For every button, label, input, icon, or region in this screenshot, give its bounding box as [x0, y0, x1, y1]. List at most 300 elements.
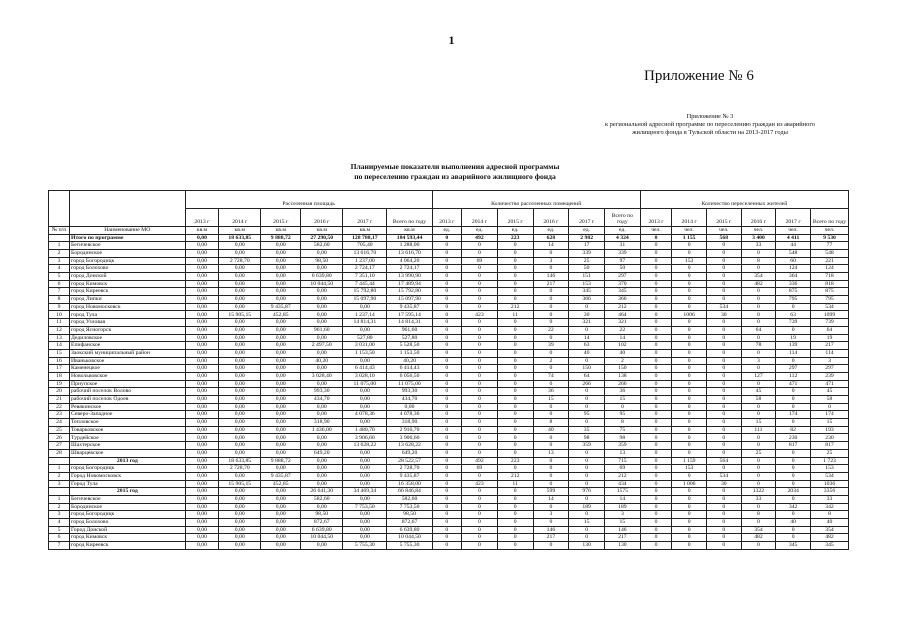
value-cell: 0,00	[301, 411, 343, 419]
table-row	[49, 465, 849, 473]
value-cell: 45	[810, 388, 848, 396]
municipality-name-cell: Каменецкое	[70, 365, 186, 373]
value-cell: 0	[741, 249, 776, 257]
value-cell: 0,00	[301, 365, 343, 373]
value-cell: 0	[706, 465, 741, 473]
value-cell: 0,00	[185, 465, 219, 473]
value-cell: 0	[640, 411, 672, 419]
value-cell: 0	[533, 519, 569, 527]
municipality-name-cell: Заокский муниципальный район	[70, 349, 186, 357]
value-cell: 0	[706, 257, 741, 265]
municipality-name-cell: город Киреевск	[70, 288, 186, 296]
value-cell: 0	[432, 403, 461, 411]
value-cell: 8	[605, 419, 641, 427]
value-cell: 2 728,70	[219, 257, 261, 265]
value-cell: 0,00	[185, 349, 219, 357]
value-cell: 0,00	[261, 380, 301, 388]
value-cell: 0	[432, 326, 461, 334]
value-cell: 0,00	[301, 434, 343, 442]
value-cell: 0	[533, 311, 569, 319]
value-cell: 297	[810, 365, 848, 373]
value-cell: 22	[605, 326, 641, 334]
value-cell: 370	[605, 280, 641, 288]
value-cell: 2 728,70	[387, 465, 432, 473]
value-cell: 366	[605, 296, 641, 304]
value-cell: 0,00	[301, 319, 343, 327]
table-row	[49, 242, 849, 250]
value-cell: 0,00	[343, 495, 387, 503]
value-cell: 0	[741, 503, 776, 511]
value-cell: 1036	[810, 480, 848, 488]
value-cell: 818	[810, 280, 848, 288]
value-cell: 705,40	[343, 242, 387, 250]
row-number-cell: 3	[49, 257, 70, 265]
value-cell: 11	[497, 311, 533, 319]
value-cell: 0,00	[185, 326, 219, 334]
value-cell: 0	[706, 319, 741, 327]
value-cell: 0	[533, 349, 569, 357]
value-cell: 0,00	[261, 273, 301, 281]
value-cell: 217	[810, 342, 848, 350]
value-cell: 0,00	[261, 357, 301, 365]
value-cell: 0	[432, 396, 461, 404]
value-cell: 0	[462, 296, 498, 304]
value-cell: 0,00	[219, 380, 261, 388]
value-cell: 0,00	[185, 434, 219, 442]
municipality-name-cell: Епифанское	[70, 342, 186, 350]
value-cell: 0,00	[219, 426, 261, 434]
municipality-name-cell: Город Донской	[70, 526, 186, 534]
value-cell: 423	[462, 311, 498, 319]
value-cell: 0,00	[219, 319, 261, 327]
value-cell: 0	[432, 265, 461, 273]
value-cell: 230	[776, 434, 811, 442]
value-cell: 0	[776, 388, 811, 396]
value-cell: 17	[569, 242, 605, 250]
row-number-cell: 12	[49, 326, 70, 334]
value-cell: 58	[810, 396, 848, 404]
value-cell: 0	[706, 396, 741, 404]
value-cell: 4 078,36	[387, 411, 432, 419]
value-cell: 0	[776, 465, 811, 473]
value-cell: 0	[569, 419, 605, 427]
table-row	[49, 326, 849, 334]
value-cell: 0	[706, 503, 741, 511]
value-cell: 0	[640, 480, 672, 488]
value-cell: 17 595,14	[387, 311, 432, 319]
value-cell: 452,85	[261, 480, 301, 488]
table-row	[49, 449, 849, 457]
value-cell: 0	[706, 449, 741, 457]
value-cell: 0	[640, 457, 672, 465]
value-cell: 0	[640, 334, 672, 342]
value-cell: 15 905,15	[219, 480, 261, 488]
value-cell: 16 358,00	[387, 480, 432, 488]
value-cell: 40	[605, 349, 641, 357]
value-cell: 0	[706, 326, 741, 334]
value-cell: 0	[432, 419, 461, 427]
municipality-name-cell: Приупское	[70, 380, 186, 388]
year-header: 2017 г	[776, 209, 811, 227]
value-cell: 0,00	[219, 342, 261, 350]
table-row	[49, 472, 849, 480]
value-cell: 0,00	[261, 519, 301, 527]
value-cell: 6 639,80	[301, 273, 343, 281]
value-cell: 189	[605, 503, 641, 511]
value-cell: 527,80	[387, 334, 432, 342]
value-cell: 0	[497, 334, 533, 342]
value-cell: 1 723	[810, 457, 848, 465]
value-cell: 0,00	[185, 303, 219, 311]
value-cell: 0	[706, 488, 741, 496]
value-cell: 0	[497, 534, 533, 542]
value-cell: 872,67	[387, 519, 432, 527]
value-cell: 0,00	[219, 303, 261, 311]
value-cell: 18 633,85	[219, 234, 261, 242]
value-cell: 14	[533, 495, 569, 503]
value-cell: 14 814,31	[387, 319, 432, 327]
value-cell: 60	[776, 257, 811, 265]
municipality-name-cell: город Тула	[70, 311, 186, 319]
value-cell: 0	[533, 403, 569, 411]
value-cell: 15 792,80	[343, 288, 387, 296]
value-cell: 0,00	[219, 419, 261, 427]
value-cell: 0,00	[185, 334, 219, 342]
value-cell: 0	[533, 503, 569, 511]
value-cell: 0,00	[261, 403, 301, 411]
value-cell: 146	[605, 526, 641, 534]
value-cell: 0	[741, 265, 776, 273]
group-area-header: Расселенная площадь	[185, 191, 432, 209]
value-cell: 0	[640, 319, 672, 327]
value-cell: 0	[706, 519, 741, 527]
table-row	[49, 534, 849, 542]
value-cell: 7 351,10	[343, 273, 387, 281]
title-line: Планируемые показатели выполнения адресной программы	[350, 162, 560, 171]
unit-label: ед.	[605, 227, 641, 235]
value-cell: 0	[706, 426, 741, 434]
value-cell: 0	[462, 349, 498, 357]
value-cell: 9 435,87	[387, 303, 432, 311]
value-cell: 9 435,87	[387, 472, 432, 480]
value-cell: 28 522,57	[387, 457, 432, 465]
value-cell: 0,00	[261, 280, 301, 288]
value-cell: 434,70	[301, 396, 343, 404]
value-cell: 0,00	[301, 442, 343, 450]
value-cell: 0	[432, 388, 461, 396]
value-cell: 0	[533, 380, 569, 388]
unit-label: чел.	[706, 227, 741, 235]
value-cell: 9 435,87	[261, 303, 301, 311]
col-num-label: № п/п	[49, 227, 70, 235]
municipality-name-cell: рабочий поселок Одоев	[70, 396, 186, 404]
value-cell: 0	[640, 349, 672, 357]
value-cell: 0	[640, 419, 672, 427]
value-cell: 4 064,20	[387, 257, 432, 265]
table-row	[49, 434, 849, 442]
value-cell: 0	[672, 396, 707, 404]
value-cell: 0	[640, 257, 672, 265]
value-cell: 0	[432, 234, 461, 242]
table-row	[49, 349, 849, 357]
value-cell: 0	[497, 426, 533, 434]
municipality-name-cell: Ревякинское	[70, 403, 186, 411]
value-cell: 0,00	[185, 396, 219, 404]
value-cell: 0	[432, 296, 461, 304]
value-cell: 3 028,40	[301, 372, 343, 380]
table-body	[49, 234, 849, 549]
value-cell: 0	[533, 411, 569, 419]
value-cell: 0	[533, 434, 569, 442]
value-cell: 6 414,43	[343, 365, 387, 373]
value-cell: 0,00	[185, 411, 219, 419]
value-cell: 0	[462, 334, 498, 342]
value-cell: 0,00	[185, 457, 219, 465]
value-cell: 0	[672, 495, 707, 503]
municipality-name-cell: город Болохово	[70, 265, 186, 273]
value-cell: 0	[776, 357, 811, 365]
row-number-cell: 3	[49, 480, 70, 488]
municipality-name-cell: город Донской	[70, 273, 186, 281]
value-cell: 13 628,22	[343, 442, 387, 450]
value-cell: 0,00	[301, 465, 343, 473]
value-cell: 0	[569, 303, 605, 311]
value-cell: 0,00	[261, 388, 301, 396]
value-cell: 482	[741, 280, 776, 288]
value-cell: 128 780,17	[343, 234, 387, 242]
value-cell: 17 489,94	[387, 280, 432, 288]
value-cell: 0	[497, 488, 533, 496]
value-cell: 0,00	[185, 472, 219, 480]
value-cell: 13	[605, 449, 641, 457]
value-cell: 11 075,00	[387, 380, 432, 388]
value-cell: 582,60	[301, 495, 343, 503]
table-row	[49, 357, 849, 365]
value-cell: 452,85	[261, 311, 301, 319]
value-cell: 0	[706, 349, 741, 357]
value-cell: 239	[810, 372, 848, 380]
value-cell: 153	[569, 280, 605, 288]
value-cell: 0	[672, 242, 707, 250]
value-cell: 0	[672, 334, 707, 342]
value-cell: 0	[672, 349, 707, 357]
value-cell: 3 906,60	[343, 434, 387, 442]
title-line: по переселению граждан из аварийного жилищного фонда	[354, 172, 556, 181]
value-cell: 0	[497, 542, 533, 550]
value-cell: 0	[706, 403, 741, 411]
value-cell: 0,00	[261, 442, 301, 450]
total-header: Всего по году	[810, 209, 848, 227]
value-cell: 795	[810, 296, 848, 304]
value-cell: 0	[533, 249, 569, 257]
municipality-name-cell: 2013 год	[70, 457, 186, 465]
municipality-name-cell: Бородинское	[70, 503, 186, 511]
table-row	[49, 273, 849, 281]
value-cell: 217	[533, 280, 569, 288]
value-cell: 0	[432, 334, 461, 342]
col-name-header	[70, 191, 186, 227]
value-cell: 0	[432, 511, 461, 519]
value-cell: 0	[497, 326, 533, 334]
value-cell: 0,00	[301, 503, 343, 511]
group-people-header: Количество переселенных жителей	[640, 191, 848, 209]
unit-label: кв.м	[219, 227, 261, 235]
value-cell: 15	[569, 519, 605, 527]
value-cell: 9 435,87	[261, 472, 301, 480]
value-cell: 0	[432, 288, 461, 296]
value-cell: 3	[810, 357, 848, 365]
value-cell: 69	[462, 465, 498, 473]
value-cell: 0,00	[185, 273, 219, 281]
value-cell: 98,50	[301, 257, 343, 265]
table-row	[49, 526, 849, 534]
value-cell: 30	[706, 311, 741, 319]
value-cell: 739	[776, 319, 811, 327]
value-cell: 0	[776, 403, 811, 411]
value-cell: 0,00	[185, 265, 219, 273]
value-cell: 40	[569, 349, 605, 357]
value-cell: 0,00	[343, 480, 387, 488]
value-cell: 359	[569, 442, 605, 450]
year-header: 2017 г	[343, 209, 387, 227]
value-cell: 66 846,84	[387, 488, 432, 496]
value-cell: 339	[605, 249, 641, 257]
value-cell: 0,00	[185, 519, 219, 527]
value-cell: 0,00	[343, 511, 387, 519]
municipality-name-cell: Тепловское	[70, 419, 186, 427]
value-cell: 0,00	[185, 511, 219, 519]
value-cell: 354	[741, 526, 776, 534]
value-cell: 342	[810, 503, 848, 511]
value-cell: 0,00	[185, 365, 219, 373]
value-cell: 0,00	[219, 495, 261, 503]
year-header: 2015 г	[497, 209, 533, 227]
value-cell: 0	[497, 449, 533, 457]
value-cell: 0,00	[219, 349, 261, 357]
table-row	[49, 288, 849, 296]
year-header: 2014 г	[462, 209, 498, 227]
value-cell: 339	[569, 249, 605, 257]
value-cell: 0,00	[301, 303, 343, 311]
value-cell: 0	[497, 242, 533, 250]
value-cell: 0	[741, 303, 776, 311]
value-cell: 64	[741, 326, 776, 334]
value-cell: 217	[605, 534, 641, 542]
value-cell: 0	[432, 273, 461, 281]
value-cell: 354	[810, 526, 848, 534]
value-cell: 0	[640, 403, 672, 411]
value-cell: 0,00	[261, 342, 301, 350]
value-cell: 875	[810, 288, 848, 296]
value-cell: 0	[432, 480, 461, 488]
value-cell: 0,00	[261, 534, 301, 542]
value-cell: 0	[432, 411, 461, 419]
value-cell: 2 728,70	[219, 465, 261, 473]
value-cell: 0	[569, 357, 605, 365]
value-cell: 0	[432, 303, 461, 311]
municipality-name-cell: город Богородицк	[70, 465, 186, 473]
value-cell: 0	[497, 442, 533, 450]
value-cell: 0	[706, 419, 741, 427]
unit-label: чел.	[672, 227, 707, 235]
value-cell: 0	[462, 503, 498, 511]
value-cell: 102	[605, 342, 641, 350]
value-cell: 74	[533, 372, 569, 380]
value-cell: 174	[810, 411, 848, 419]
value-cell: 0,00	[219, 449, 261, 457]
value-cell: 4 078,36	[343, 411, 387, 419]
table-row	[49, 365, 849, 373]
value-cell: 212	[605, 472, 641, 480]
value-cell: 534	[810, 303, 848, 311]
value-cell: 0	[776, 326, 811, 334]
value-cell: 0,00	[219, 534, 261, 542]
row-number-cell: 11	[49, 319, 70, 327]
value-cell: 0	[462, 288, 498, 296]
row-number-cell: 1	[49, 465, 70, 473]
value-cell: 321	[605, 319, 641, 327]
value-cell: 0	[497, 495, 533, 503]
value-cell: 223	[497, 234, 533, 242]
table-row	[49, 257, 849, 265]
value-cell: 0,00	[301, 457, 343, 465]
col-num-header	[49, 191, 70, 227]
value-cell: 0	[462, 357, 498, 365]
value-cell: 212	[497, 303, 533, 311]
value-cell: 464	[605, 311, 641, 319]
value-cell: 0	[462, 411, 498, 419]
year-header: 2013 г	[185, 209, 219, 227]
unit-label: ед.	[432, 227, 461, 235]
value-cell: 0	[672, 380, 707, 388]
value-cell: 0,00	[219, 519, 261, 527]
table-row	[49, 319, 849, 327]
value-cell: 8	[741, 511, 776, 519]
value-cell: 0	[776, 457, 811, 465]
value-cell: 2 724,17	[343, 265, 387, 273]
value-cell: 0	[432, 495, 461, 503]
municipality-name-cell: Шахтерское	[70, 442, 186, 450]
value-cell: 82	[776, 426, 811, 434]
value-cell: 0,00	[261, 511, 301, 519]
value-cell: 98	[605, 434, 641, 442]
municipality-name-cell: город Липки	[70, 296, 186, 304]
table-row	[49, 372, 849, 380]
table-row	[49, 311, 849, 319]
value-cell: 25	[569, 257, 605, 265]
value-cell: 0,00	[343, 357, 387, 365]
value-cell: 0	[706, 242, 741, 250]
value-cell: 0,00	[261, 526, 301, 534]
value-cell: 795	[776, 296, 811, 304]
table-row	[49, 334, 849, 342]
value-cell: 0,00	[261, 257, 301, 265]
value-cell: 817	[776, 442, 811, 450]
value-cell: 0	[497, 296, 533, 304]
value-cell: 0	[569, 396, 605, 404]
value-cell: 0	[640, 465, 672, 473]
value-cell: 22	[533, 326, 569, 334]
value-cell: 13	[533, 449, 569, 457]
value-cell: 36	[605, 388, 641, 396]
value-cell: 0	[432, 372, 461, 380]
reference-line: жилищного фонда в Тульской области на 2013-2017 годы	[632, 129, 788, 136]
value-cell: 0	[706, 411, 741, 419]
municipality-name-cell: Северо-Западное	[70, 411, 186, 419]
value-cell: 0	[672, 503, 707, 511]
value-cell: 0	[706, 495, 741, 503]
value-cell: 0,00	[301, 380, 343, 388]
